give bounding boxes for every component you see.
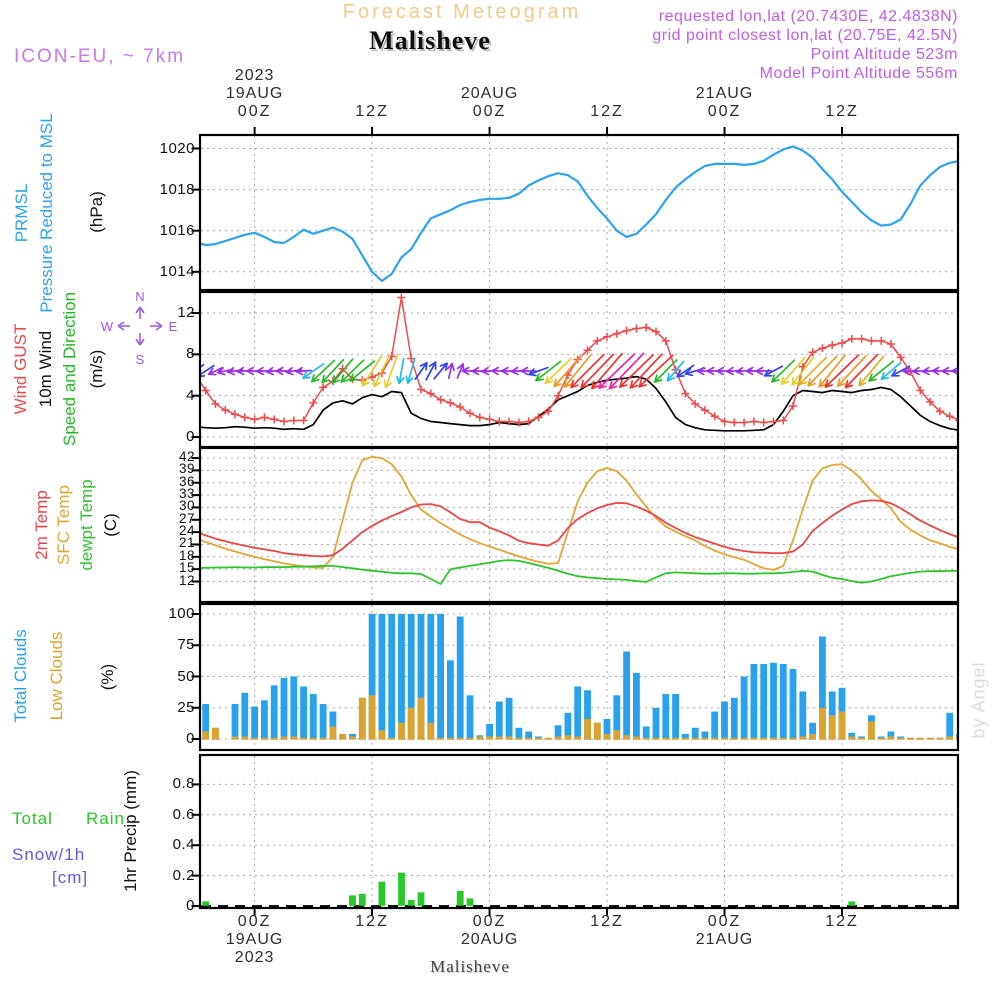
precip-ytick-label: 0.4 <box>172 836 195 854</box>
bottom-year-label: 2023 <box>234 949 275 966</box>
temp-ytick-label: 21 <box>178 535 195 551</box>
clouds-ytick-label: 25 <box>177 698 195 716</box>
temp-ytick-label: 18 <box>178 547 195 563</box>
legend-total-rain-word2: Rain <box>86 809 125 828</box>
clouds-unit-label: (%) <box>98 663 117 691</box>
top-time-label: 00Z <box>707 103 742 120</box>
clouds-ytick-label: 75 <box>177 636 195 654</box>
pressure-ytick-label: 1018 <box>159 180 195 198</box>
bottom-date-label: 20AUG <box>460 931 519 948</box>
top-date-label: 20AUG <box>460 85 519 102</box>
compass-w: W <box>100 319 114 334</box>
precip-unit-label: 1hr Precip (mm) <box>121 770 140 892</box>
wind-ytick-label: 8 <box>186 345 195 363</box>
bottom-time-label: 00Z <box>237 913 272 930</box>
compass-e: E <box>168 319 178 334</box>
bottom-time-label: 00Z <box>707 913 742 930</box>
station-title: Malisheve <box>369 26 491 55</box>
temp-ytick-label: 33 <box>178 486 195 502</box>
temp-ytick-label: 42 <box>178 449 195 465</box>
legend-10m-wind: 10m Wind <box>36 330 55 408</box>
precip-ytick-label: 0.8 <box>172 775 195 793</box>
legend-sfc-temp: SFC Temp <box>54 485 73 565</box>
wind-ytick-label: 0 <box>186 428 195 445</box>
pressure-ytick-label: 1016 <box>159 221 195 239</box>
point-altitude-label: Point Altitude 523m <box>810 46 958 63</box>
legend-low-clouds: Low Clouds <box>47 631 66 721</box>
clouds-ytick-label: 0 <box>186 730 195 747</box>
model-point-altitude-label: Model Point Altitude 556m <box>759 65 958 82</box>
clouds-ytick-label: 100 <box>168 605 195 622</box>
compass-s: S <box>135 352 145 367</box>
precip-ytick-label: 0.6 <box>172 805 195 823</box>
legend-prmsl: PRMSL <box>12 183 31 243</box>
precip-ytick-label: 0 <box>186 897 195 914</box>
top-time-label: 00Z <box>472 103 507 120</box>
bottom-date-label: 19AUG <box>225 931 284 948</box>
temp-ytick-label: 12 <box>178 572 195 588</box>
top-date-label: 19AUG <box>225 85 284 102</box>
compass-n: N <box>135 289 145 304</box>
legend-2m-temp: 2m Temp <box>32 490 51 560</box>
requested-coords-label: requested lon,lat (20.7430E, 42.4838N) <box>658 8 958 25</box>
precip-ytick-label: 0.2 <box>172 866 195 884</box>
pressure-ytick-label: 1020 <box>159 139 195 157</box>
wind-ytick-label: 4 <box>186 386 195 404</box>
page-title: Forecast Meteogram <box>342 1 582 23</box>
footer-station-label: Malisheve <box>430 957 510 976</box>
temp-ytick-label: 39 <box>178 461 195 477</box>
bottom-time-label: 12Z <box>825 913 859 930</box>
top-date-label: 21AUG <box>695 85 754 102</box>
legend-pressure-msl: Pressure Reduced to MSL <box>37 113 56 313</box>
temp-ytick-label: 15 <box>178 560 195 576</box>
watermark-label: by Angel <box>968 661 989 739</box>
temp-ytick-label: 30 <box>178 498 195 514</box>
top-year-label: 2023 <box>234 67 275 84</box>
pressure-unit-label: (hPa) <box>87 191 106 233</box>
temp-unit-label: (C) <box>101 513 120 537</box>
temp-ytick-label: 36 <box>178 473 195 489</box>
legend-snow-unit: [cm] <box>52 868 89 887</box>
temp-ytick-label: 24 <box>178 523 195 539</box>
clouds-ytick-label: 50 <box>177 667 195 685</box>
bottom-date-label: 21AUG <box>695 931 754 948</box>
bottom-time-label: 12Z <box>590 913 624 930</box>
top-time-label: 12Z <box>825 103 859 120</box>
grid-point-coords-label: grid point closest lon,lat (20.75E, 42.5N) <box>652 27 958 44</box>
legend-snow-1h: Snow/1h <box>12 845 86 864</box>
top-time-label: 00Z <box>237 103 272 120</box>
top-time-label: 12Z <box>355 103 389 120</box>
legend-wind-gust: Wind GUST <box>11 323 30 415</box>
model-label: ICON-EU, ~ 7km <box>14 46 186 67</box>
pressure-ytick-label: 1014 <box>159 262 195 280</box>
temp-ytick-label: 27 <box>178 510 195 526</box>
wind-ytick-label: 12 <box>177 304 195 322</box>
top-time-label: 12Z <box>590 103 624 120</box>
wind-unit-label: (m/s) <box>87 349 106 389</box>
legend-speed-direction: Speed and Direction <box>60 291 79 447</box>
bottom-time-label: 12Z <box>355 913 389 930</box>
bottom-time-label: 00Z <box>472 913 507 930</box>
legend-dewpt-temp: dewpt Temp <box>77 479 96 571</box>
legend-total-rain-word1: Total <box>12 809 53 828</box>
legend-total-clouds: Total Clouds <box>11 629 30 723</box>
